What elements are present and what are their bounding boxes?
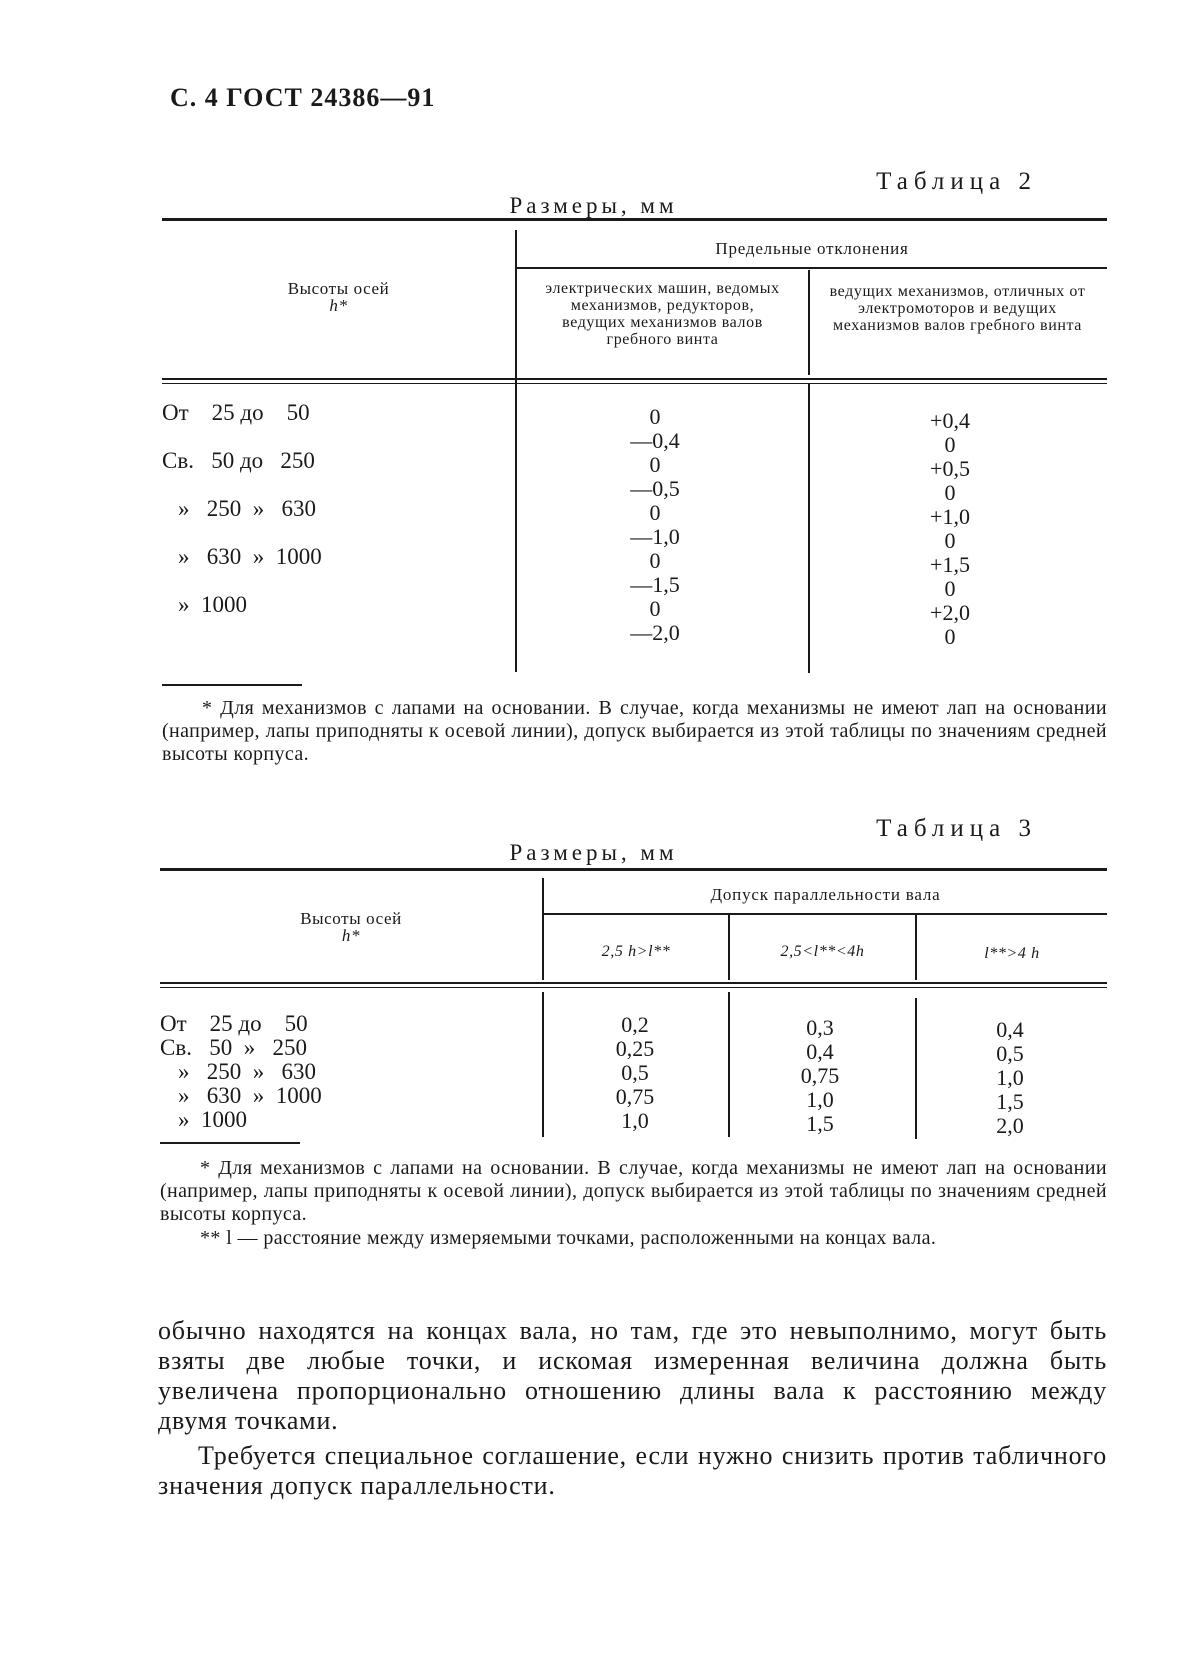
body-paragraph-2: Требуется специальное соглашение, если нужно снизить против табличного значения допуск параллельности. xyxy=(158,1441,1107,1500)
page-header: С. 4 ГОСТ 24386—91 xyxy=(170,83,436,112)
table3-col-header-1: 2,5 h>l** xyxy=(601,943,671,960)
table3-header-rule xyxy=(160,982,1107,984)
table2-divider-2 xyxy=(808,383,810,673)
table2-footnote: * Для механизмов с лапами на основании. В случае, когда механизмы не имеют лап на основании (например, лапы приподняты к осевой линии), допуск выбирается из этой таблицы по значениям средней высоты корпуса. xyxy=(162,697,1107,765)
table3-units: Размеры, мм xyxy=(509,840,678,865)
table3-heights-label: Высоты осей h* xyxy=(300,909,402,945)
table2-heights-label: Высоты осей h* xyxy=(287,279,390,315)
table3-footnote-rule xyxy=(160,1142,300,1144)
table2-caption: Таблица 2 xyxy=(876,168,1037,195)
table3-top-rule xyxy=(160,868,1107,871)
table2-row-label: » 250 » 630 xyxy=(178,496,316,521)
table2-col-b-values: +0,4 0 +0,5 0 +1,0 0 +1,5 0 +2,0 0 xyxy=(930,408,970,649)
table3-row-label: От 25 до 50 xyxy=(160,1011,308,1036)
table2-row-label: От 25 до 50 xyxy=(162,400,310,425)
table2-header-divider xyxy=(808,270,810,375)
table2-row-label: » 630 » 1000 xyxy=(178,544,322,569)
table3-col3-values: 0,4 0,5 1,0 1,5 2,0 xyxy=(996,1017,1024,1138)
table3-row-label: » 250 » 630 xyxy=(178,1059,316,1084)
table3-divider-3 xyxy=(915,998,917,1139)
table2-col-b-header: ведущих механизмов, отличных от электромоторов и ведущих механизмов валов гребного винта xyxy=(829,283,1086,334)
table3-row-labels xyxy=(160,1012,322,1132)
table2-header-rule xyxy=(162,378,1107,380)
table2-top-rule xyxy=(162,218,1107,221)
table3-divider-2 xyxy=(728,992,730,1137)
body-paragraph-1: обычно находятся на концах вала, но там, где это невыполнимо, могут быть взяты две любые точки, и искомая измеренная величина должна быть увеличена пропорционально отношению длины вала к расстоянию между двумя точками. xyxy=(158,1316,1107,1435)
table2-col-a-values: 0 —0,4 0 —0,5 0 —1,0 0 —1,5 0 —2,0 xyxy=(630,404,680,645)
table3-group-header: Допуск параллельности вала xyxy=(710,885,941,904)
table2-divider-1 xyxy=(515,230,517,672)
table3-col-header-3: l**>4 h xyxy=(984,945,1040,962)
table3-col2-values: 0,3 0,4 0,75 1,0 1,5 xyxy=(800,1015,840,1136)
table2-units: Размеры, мм xyxy=(509,193,678,218)
table2-header-rule-2 xyxy=(162,383,1107,384)
table3-col1-values: 0,2 0,25 0,5 0,75 1,0 xyxy=(615,1012,655,1133)
table3-footnote-2: ** l — расстояние между измеряемыми точками, расположенными на концах вала. xyxy=(200,1227,937,1249)
table3-row-label: » 1000 xyxy=(178,1107,247,1132)
table3-footnote-1: * Для механизмов с лапами на основании. В случае, когда механизмы не имеют лап на основании (например, лапы приподняты к осевой линии), допуск выбирается из этой таблицы по значениям средней высоты корпуса. xyxy=(160,1157,1107,1225)
table3-row-label: Св. 50 » 250 xyxy=(160,1035,307,1060)
table2-row-label: Св. 50 до 250 xyxy=(162,448,315,473)
table3-row-label: » 630 » 1000 xyxy=(178,1083,322,1108)
table3-divider-1b xyxy=(542,992,544,1137)
table2-row-label: » 1000 xyxy=(178,592,247,617)
table2-footnote-rule xyxy=(162,684,302,686)
table2-group-rule xyxy=(517,267,1107,269)
table2-group-header: Предельные отклонения xyxy=(715,239,909,258)
table3-group-rule xyxy=(544,913,1107,915)
table2-col-a-header: электрических машин, ведомых механизмов, редукторов, ведущих механизмов валов гребного винта xyxy=(545,280,780,348)
table3-header-rule-2 xyxy=(160,987,1107,988)
table3-caption: Таблица 3 xyxy=(876,815,1037,842)
table3-col-header-2: 2,5<l**<4h xyxy=(780,943,865,960)
